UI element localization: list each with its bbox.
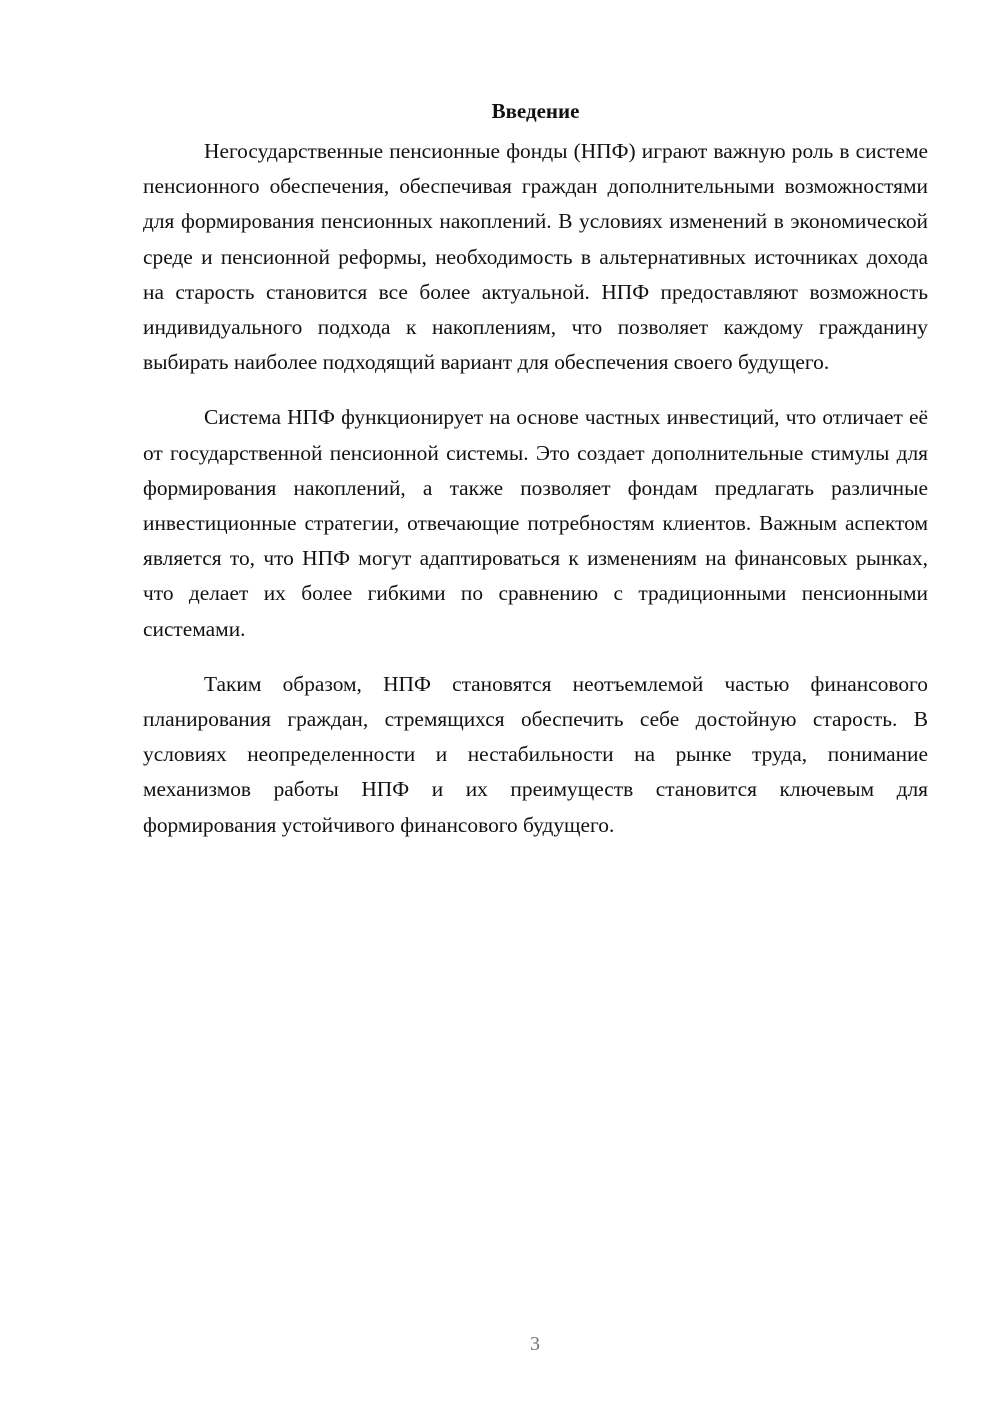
page-number: 3 — [530, 1333, 540, 1355]
section-heading: Введение — [491, 99, 580, 123]
paragraph-2: Система НПФ функционирует на основе частных инвестиций, что отличает её от государственной пенсионной системы. Это создает дополнительные стимулы для формирования накоплений, а также позволяет фондам предлагать различные инвестиционные стратегии, отвечающие потребностям клиентов. Важным аспектом является то, что НПФ могут адаптироваться к изменениям на финансовых рынках, что делает их более гибкими по сравнению с традиционными пенсионными системами. — [143, 405, 928, 641]
paragraph-1: Негосударственные пенсионные фонды (НПФ) играют важную роль в системе пенсионного обеспечения, обеспечивая граждан дополнительными возможностями для формирования пенсионных накоплений. В условиях изменений в экономической среде и пенсионной реформы, необходимость в альтернативных источниках дохода на старость становится все более актуальной. НПФ предоставляют возможность индивидуального подхода к накоплениям, что позволяет каждому гражданину выбирать наиболее подходящий вариант для обеспечения своего будущего. — [143, 139, 928, 375]
paragraph-3: Таким образом, НПФ становятся неотъемлемой частью финансового планирования граждан, стремящихся обеспечить себе достойную старость. В условиях неопределенности и нестабильности на рынке труда, понимание механизмов работы НПФ и их преимуществ становится ключевым для формирования устойчивого финансового будущего. — [143, 671, 928, 837]
page-content — [143, 96, 928, 843]
